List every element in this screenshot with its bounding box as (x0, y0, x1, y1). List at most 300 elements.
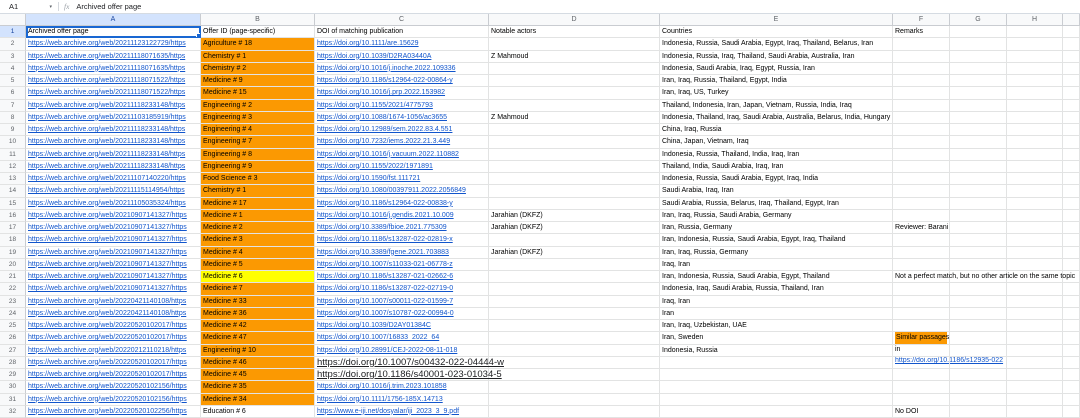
doi-link[interactable]: https://doi.org/10.1088/1674-1056/ac3655 (317, 113, 447, 121)
cell-H24[interactable] (1007, 308, 1063, 320)
cell-partial-7[interactable] (1063, 100, 1080, 112)
cell-F19[interactable] (893, 247, 950, 259)
archive-link[interactable]: https://web.archive.org/web/20211107140220/https (28, 175, 186, 182)
cell-A12[interactable] (26, 161, 201, 173)
row-header-21[interactable]: 21 (0, 271, 26, 283)
cell-F13[interactable] (893, 173, 950, 185)
cell-C17[interactable] (315, 222, 489, 234)
archive-link[interactable]: https://web.archive.org/web/20211118233148/https (28, 138, 186, 146)
cell-partial-4[interactable] (1063, 63, 1080, 75)
cell-H31[interactable] (1007, 394, 1063, 406)
row-header-13[interactable]: 13 (0, 173, 26, 185)
cell-E23[interactable]: Iraq, Iran (660, 296, 893, 308)
cell-C30[interactable] (315, 381, 489, 393)
cell-D20[interactable] (489, 259, 660, 271)
cell-G17[interactable] (950, 222, 1007, 234)
archive-link[interactable]: https://web.archive.org/web/20211103185919/https (28, 113, 186, 121)
cell-H3[interactable] (1007, 51, 1063, 63)
cell-E20[interactable]: Iraq, Iran (660, 259, 893, 271)
doi-link[interactable]: https://doi.org/10.1080/00397911.2022.2056849 (317, 187, 466, 195)
row-header-3[interactable]: 3 (0, 51, 26, 63)
cell-E5[interactable]: Iran, Iraq, Russia, Thailand, Egypt, India (660, 75, 893, 87)
column-header-A[interactable]: A (26, 14, 201, 26)
cell-F4[interactable] (893, 63, 950, 75)
row-header-9[interactable]: 9 (0, 124, 26, 136)
cell-B13[interactable]: Food Science # 3 (201, 173, 315, 185)
archive-link[interactable]: https://web.archive.org/web/20220421140108/https (28, 309, 187, 317)
archive-link[interactable]: https://web.archive.org/web/20211115114954/https (28, 187, 185, 195)
doi-link-large[interactable]: https://doi.org/10.1186/s40001-023-01034-5 (317, 369, 502, 380)
row-header-10[interactable]: 10 (0, 136, 26, 148)
cell-C21[interactable] (315, 271, 489, 283)
cell-A14[interactable] (26, 185, 201, 197)
archive-link[interactable]: https://web.archive.org/web/20220520102156/https (28, 383, 187, 391)
cell-D28[interactable] (489, 357, 660, 369)
cell-C28[interactable] (315, 356, 504, 369)
archive-link[interactable]: https://web.archive.org/web/20211118233148/https (28, 126, 186, 133)
cell-A5[interactable] (26, 75, 201, 87)
doi-link[interactable]: https://doi.org/10.1016/j.trim.2023.101858 (317, 383, 447, 391)
cell-E11[interactable]: Indonesia, Russia, Thailand, India, Iraq, Iran (660, 149, 893, 161)
cell-partial-6[interactable] (1063, 87, 1080, 99)
cell-partial-25[interactable] (1063, 320, 1080, 332)
cell-A24[interactable] (26, 308, 201, 320)
cell-partial-30[interactable] (1063, 381, 1080, 393)
cell-H29[interactable] (1007, 369, 1063, 381)
cell-E8[interactable]: Indonesia, Thailand, Iraq, Saudi Arabia, Australia, Belarus, India, Hungary (660, 112, 893, 124)
cell-F9[interactable] (893, 124, 950, 136)
row-header-5[interactable]: 5 (0, 75, 26, 87)
cell-B15[interactable]: Medicine # 17 (201, 198, 315, 210)
doi-link[interactable]: https://doi.org/10.1186/s12964-022-00838-y (317, 199, 453, 207)
row-header-17[interactable]: 17 (0, 222, 26, 234)
doi-link[interactable]: https://doi.org/10.1016/j.prp.2022.153982 (317, 89, 446, 97)
cell-F30[interactable] (893, 381, 950, 393)
cell-E21[interactable]: Iran, Indonesia, Russia, Saudi Arabia, Egypt, Thailand (660, 271, 893, 283)
cell-E31[interactable] (660, 394, 893, 406)
cell-A2[interactable] (26, 38, 201, 50)
cell-B21[interactable]: Medicine # 6 (201, 271, 315, 283)
cell-G18[interactable] (950, 234, 1007, 246)
archive-link[interactable]: https://web.archive.org/web/20211118233148/https (28, 150, 186, 158)
cell-A16[interactable] (26, 210, 201, 222)
archive-link[interactable]: https://web.archive.org/web/20220421140108/https (28, 297, 187, 305)
archive-link[interactable]: https://web.archive.org/web/20211118071635/https (28, 64, 186, 72)
cell-F20[interactable] (893, 259, 950, 271)
cell-F28[interactable] (893, 357, 1004, 369)
archive-link[interactable]: https://web.archive.org/web/20211123122729/https (28, 40, 186, 48)
cell-G24[interactable] (950, 308, 1007, 320)
cell-partial-5[interactable] (1063, 75, 1080, 87)
cell-E27[interactable]: Indonesia, Russia (660, 345, 893, 357)
cell-A8[interactable] (26, 112, 201, 124)
cell-D15[interactable] (489, 198, 660, 210)
cell-H19[interactable] (1007, 247, 1063, 259)
cell-B32[interactable]: Education # 6 (201, 406, 315, 418)
cell-F12[interactable] (893, 161, 950, 173)
cell-partial-10[interactable] (1063, 136, 1080, 148)
archive-link[interactable]: https://web.archive.org/web/20220520102017/https (28, 322, 187, 329)
cell-D16[interactable]: Jarahian (DKFZ) (489, 210, 660, 222)
column-header-D[interactable]: D (489, 14, 660, 26)
cell-D31[interactable] (489, 394, 660, 406)
doi-link[interactable]: https://doi.org/10.1039/D2AY01384C (317, 322, 431, 329)
cell-A29[interactable] (26, 369, 201, 381)
cell-B4[interactable]: Chemistry # 2 (201, 63, 315, 75)
cell-B24[interactable]: Medicine # 36 (201, 308, 315, 320)
cell-C32[interactable] (315, 406, 489, 418)
cell-partial-3[interactable] (1063, 51, 1080, 63)
row-header-6[interactable]: 6 (0, 87, 26, 99)
cell-D26[interactable] (489, 332, 660, 344)
cell-H22[interactable] (1007, 283, 1063, 295)
row-header-1[interactable]: 1 (0, 26, 26, 38)
cell-G8[interactable] (950, 112, 1007, 124)
cell-E18[interactable]: Iran, Indonesia, Russia, Saudi Arabia, Egypt, Iraq, Thailand (660, 234, 893, 246)
archive-link[interactable]: https://web.archive.org/web/20220520102017/https (28, 334, 187, 342)
cell-D14[interactable] (489, 185, 660, 197)
cell-G4[interactable] (950, 63, 1007, 75)
cell-D5[interactable] (489, 75, 660, 87)
cell-partial-17[interactable] (1063, 222, 1080, 234)
doi-link[interactable]: https://doi.org/10.3389/fbioe.2021.775309 (317, 224, 447, 231)
row-header-4[interactable]: 4 (0, 63, 26, 75)
row-header-8[interactable]: 8 (0, 112, 26, 124)
cell-B25[interactable]: Medicine # 42 (201, 320, 315, 332)
cell-B7[interactable]: Engineering # 2 (201, 100, 315, 112)
column-header-partial[interactable] (1063, 14, 1080, 26)
cell-A22[interactable] (26, 283, 201, 295)
cell-G9[interactable] (950, 124, 1007, 136)
cell-A20[interactable] (26, 259, 201, 271)
cell-G1[interactable] (950, 26, 1007, 38)
cell-H17[interactable] (1007, 222, 1063, 234)
cell-F18[interactable] (893, 234, 950, 246)
archive-link[interactable]: https://web.archive.org/web/20211118071522/https (28, 89, 186, 97)
archive-link[interactable]: https://web.archive.org/web/20210907141327/https (28, 236, 187, 244)
row-header-31[interactable]: 31 (0, 394, 26, 406)
cell-G12[interactable] (950, 161, 1007, 173)
cell-G22[interactable] (950, 283, 1007, 295)
cell-G5[interactable] (950, 75, 1007, 87)
doi-link[interactable]: https://doi.org/10.1186/s13287-021-02662-6 (317, 273, 454, 280)
cell-F21[interactable]: Not a perfect match, but no other article on the same topic (893, 271, 950, 283)
cell-D25[interactable] (489, 320, 660, 332)
cell-E32[interactable] (660, 406, 893, 418)
cell-C4[interactable] (315, 63, 489, 75)
cell-H25[interactable] (1007, 320, 1063, 332)
archive-link[interactable]: https://web.archive.org/web/20210907141327/https (28, 260, 187, 268)
cell-H18[interactable] (1007, 234, 1063, 246)
cell-B11[interactable]: Engineering # 8 (201, 149, 315, 161)
cell-G32[interactable] (950, 406, 1007, 418)
cell-F22[interactable] (893, 283, 950, 295)
cell-E30[interactable] (660, 381, 893, 393)
cell-G15[interactable] (950, 198, 1007, 210)
cell-partial-31[interactable] (1063, 394, 1080, 406)
column-header-H[interactable]: H (1007, 14, 1063, 26)
cell-F27[interactable] (893, 345, 950, 357)
cell-E24[interactable]: Iran (660, 308, 893, 320)
archive-link[interactable]: https://web.archive.org/web/20220520102017/https (28, 371, 187, 378)
cell-G11[interactable] (950, 149, 1007, 161)
cell-A32[interactable] (26, 406, 201, 418)
cell-E10[interactable]: China, Japan, Vietnam, Iraq (660, 136, 893, 148)
cell-H4[interactable] (1007, 63, 1063, 75)
cell-A17[interactable] (26, 222, 201, 234)
cell-F3[interactable] (893, 51, 950, 63)
cell-A3[interactable] (26, 51, 201, 63)
cell-H27[interactable] (1007, 345, 1063, 357)
cell-A27[interactable] (26, 345, 201, 357)
cell-C7[interactable] (315, 100, 489, 112)
cell-D21[interactable] (489, 271, 660, 283)
cell-H1[interactable] (1007, 26, 1063, 38)
cell-partial-19[interactable] (1063, 247, 1080, 259)
cell-E4[interactable]: Indonesia, Saudi Arabia, Iraq, Egypt, Russia, Iran (660, 63, 893, 75)
cell-A9[interactable] (26, 124, 201, 136)
cell-G29[interactable] (950, 369, 1007, 381)
cell-A31[interactable] (26, 394, 201, 406)
cell-H13[interactable] (1007, 173, 1063, 185)
column-header-B[interactable]: B (201, 14, 315, 26)
cell-C2[interactable] (315, 38, 489, 50)
doi-link[interactable]: https://doi.org/10.1111/are.15629 (317, 40, 419, 48)
cell-C24[interactable] (315, 308, 489, 320)
cell-G26[interactable] (950, 332, 1007, 344)
cell-A13[interactable] (26, 173, 201, 185)
cell-D32[interactable] (489, 406, 660, 418)
cell-H20[interactable] (1007, 259, 1063, 271)
cell-B26[interactable]: Medicine # 47 (201, 332, 315, 344)
cell-B14[interactable]: Chemistry # 1 (201, 185, 315, 197)
cell-partial-18[interactable] (1063, 234, 1080, 246)
doi-link[interactable]: https://doi.org/10.1155/2022/1971891 (317, 162, 433, 170)
cell-F26[interactable]: Similar passages in https://doi.org/10.1186/s12935-022 (893, 332, 950, 344)
cell-F25[interactable] (893, 320, 950, 332)
doi-link[interactable]: https://doi.org/10.7232/iems.2022.21.3.449 (317, 138, 451, 146)
cell-B30[interactable]: Medicine # 35 (201, 381, 315, 393)
cell-partial-14[interactable] (1063, 185, 1080, 197)
cell-F2[interactable] (893, 38, 950, 50)
cell-G7[interactable] (950, 100, 1007, 112)
cell-partial-12[interactable] (1063, 161, 1080, 173)
row-header-23[interactable]: 23 (0, 296, 26, 308)
cell-E14[interactable]: Saudi Arabia, Iraq, Iran (660, 185, 893, 197)
cell-F5[interactable] (893, 75, 950, 87)
row-header-26[interactable]: 26 (0, 332, 26, 344)
cell-C14[interactable] (315, 185, 489, 197)
cell-D2[interactable] (489, 38, 660, 50)
cell-A30[interactable] (26, 381, 201, 393)
doi-link[interactable]: https://doi.org/10.1016/j.gendis.2021.10.009 (317, 211, 454, 219)
cell-F6[interactable] (893, 87, 950, 99)
cell-C1[interactable]: DOI of matching publication (315, 26, 489, 38)
cell-partial-24[interactable] (1063, 308, 1080, 320)
cell-A10[interactable] (26, 136, 201, 148)
cell-F16[interactable] (893, 210, 950, 222)
doi-link[interactable]: https://doi.org/10.1186/s13287-022-02719-0 (317, 285, 454, 293)
cell-D7[interactable] (489, 100, 660, 112)
cell-H2[interactable] (1007, 38, 1063, 50)
cell-F7[interactable] (893, 100, 950, 112)
cell-C19[interactable] (315, 247, 489, 259)
row-header-11[interactable]: 11 (0, 149, 26, 161)
row-header-29[interactable]: 29 (0, 369, 26, 381)
doi-link[interactable]: https://doi.org/10.1016/j.inoche.2022.109336 (317, 64, 456, 72)
doi-link[interactable]: https://doi.org/10.1007/16833_2022_64 (317, 334, 440, 342)
cell-G16[interactable] (950, 210, 1007, 222)
row-header-25[interactable]: 25 (0, 320, 26, 332)
cell-G3[interactable] (950, 51, 1007, 63)
cell-partial-20[interactable] (1063, 259, 1080, 271)
doi-link[interactable]: https://doi.org/10.1155/2021/4775793 (317, 101, 433, 109)
cell-F10[interactable] (893, 136, 950, 148)
cell-C23[interactable] (315, 296, 489, 308)
cell-D6[interactable] (489, 87, 660, 99)
cell-H10[interactable] (1007, 136, 1063, 148)
cell-partial-11[interactable] (1063, 149, 1080, 161)
archive-link[interactable]: https://web.archive.org/web/20210907141327/https (28, 211, 187, 219)
cell-partial-16[interactable] (1063, 210, 1080, 222)
cell-C27[interactable] (315, 345, 489, 357)
cell-C15[interactable] (315, 198, 489, 210)
archive-link[interactable]: https://web.archive.org/web/20220212110218/https (28, 346, 187, 354)
cell-F29[interactable] (893, 369, 950, 381)
cell-G20[interactable] (950, 259, 1007, 271)
cell-C13[interactable] (315, 173, 489, 185)
cell-G31[interactable] (950, 394, 1007, 406)
cell-B9[interactable]: Engineering # 4 (201, 124, 315, 136)
cell-A4[interactable] (26, 63, 201, 75)
column-header-E[interactable]: E (660, 14, 893, 26)
archive-link[interactable]: https://web.archive.org/web/20210907141327/https (28, 248, 187, 256)
cell-B12[interactable]: Engineering # 9 (201, 161, 315, 173)
cell-B28[interactable]: Medicine # 46 (201, 357, 315, 369)
cell-G25[interactable] (950, 320, 1007, 332)
doi-link[interactable]: https://doi.org/10.12989/sem.2022.83.4.551 (317, 126, 453, 133)
doi-link[interactable]: https://doi.org/10.28991/CEJ-2022-08-11-018 (317, 346, 458, 354)
cell-F31[interactable] (893, 394, 950, 406)
cell-D12[interactable] (489, 161, 660, 173)
cell-A6[interactable] (26, 87, 201, 99)
cell-A15[interactable] (26, 198, 201, 210)
cell-G19[interactable] (950, 247, 1007, 259)
cell-H16[interactable] (1007, 210, 1063, 222)
cell-C31[interactable] (315, 394, 489, 406)
cell-B10[interactable]: Engineering # 7 (201, 136, 315, 148)
cell-B18[interactable]: Medicine # 3 (201, 234, 315, 246)
cell-D3[interactable]: Z Mahmoud (489, 51, 660, 63)
cell-D8[interactable]: Z Mahmoud (489, 112, 660, 124)
archive-link[interactable]: https://web.archive.org/web/20211118071522/https (28, 77, 186, 84)
cell-D22[interactable] (489, 283, 660, 295)
cell-H15[interactable] (1007, 198, 1063, 210)
cell-G2[interactable] (950, 38, 1007, 50)
row-header-7[interactable]: 7 (0, 100, 26, 112)
doi-link-large[interactable]: https://doi.org/10.1007/s00432-022-04444-w (317, 356, 504, 368)
cell-C26[interactable] (315, 332, 489, 344)
row-header-20[interactable]: 20 (0, 259, 26, 271)
archive-link[interactable]: https://web.archive.org/web/20220520102256/https (28, 407, 187, 415)
cell-H14[interactable] (1007, 185, 1063, 197)
doi-link[interactable]: https://doi.org/10.3389/fgene.2021.703883 (317, 248, 449, 256)
cell-H30[interactable] (1007, 381, 1063, 393)
column-header-F[interactable]: F (893, 14, 950, 26)
row-header-16[interactable]: 16 (0, 210, 26, 222)
cell-B16[interactable]: Medicine # 1 (201, 210, 315, 222)
cell-D4[interactable] (489, 63, 660, 75)
cell-E15[interactable]: Saudi Arabia, Russia, Belarus, Iraq, Thailand, Egypt, Iran (660, 198, 893, 210)
cell-F1[interactable]: Remarks (893, 26, 950, 38)
row-header-24[interactable]: 24 (0, 308, 26, 320)
cell-C10[interactable] (315, 136, 489, 148)
cell-C18[interactable] (315, 234, 489, 246)
cell-E22[interactable]: Indonesia, Iraq, Saudi Arabia, Russia, Thailand, Iran (660, 283, 893, 295)
cell-H26[interactable] (1007, 332, 1063, 344)
cell-H23[interactable] (1007, 296, 1063, 308)
row-header-30[interactable]: 30 (0, 381, 26, 393)
cell-B2[interactable]: Agriculture # 18 (201, 38, 315, 50)
cell-C20[interactable] (315, 259, 489, 271)
cell-H28[interactable] (1007, 357, 1063, 369)
cell-G23[interactable] (950, 296, 1007, 308)
cell-E28[interactable] (660, 357, 893, 369)
cell-E6[interactable]: Iran, Iraq, US, Turkey (660, 87, 893, 99)
archive-link[interactable]: https://web.archive.org/web/20211118233148/https (28, 101, 186, 109)
archive-link[interactable]: https://web.archive.org/web/20210907141327/https (28, 285, 187, 293)
cell-C9[interactable] (315, 124, 489, 136)
cell-B19[interactable]: Medicine # 4 (201, 247, 315, 259)
cell-E29[interactable] (660, 369, 893, 381)
cell-A25[interactable] (26, 320, 201, 332)
cell-E3[interactable]: Indonesia, Russia, Iraq, Thailand, Saudi Arabia, Australia, Iran (660, 51, 893, 63)
cell-E2[interactable]: Indonesia, Russia, Saudi Arabia, Egypt, Iraq, Thailand, Belarus, Iran (660, 38, 893, 50)
cell-B22[interactable]: Medicine # 7 (201, 283, 315, 295)
cell-C8[interactable] (315, 112, 489, 124)
cell-D30[interactable] (489, 381, 660, 393)
doi-link[interactable]: https://doi.org/10.1007/s10787-022-00994-0 (317, 309, 454, 317)
cell-B29[interactable]: Medicine # 45 (201, 369, 315, 381)
remark-doi-link[interactable]: https://doi.org/10.1186/s12935-022 (895, 357, 1004, 365)
archive-link[interactable]: https://web.archive.org/web/20211105035324/https (28, 199, 186, 207)
cell-C22[interactable] (315, 283, 489, 295)
cell-B23[interactable]: Medicine # 33 (201, 296, 315, 308)
cell-G10[interactable] (950, 136, 1007, 148)
cell-F11[interactable] (893, 149, 950, 161)
cell-D29[interactable] (489, 369, 660, 381)
doi-link[interactable]: https://doi.org/10.1039/D2RA03440A (317, 52, 432, 60)
cell-partial-8[interactable] (1063, 112, 1080, 124)
cell-D11[interactable] (489, 149, 660, 161)
cell-E17[interactable]: Iran, Russia, Germany (660, 222, 893, 234)
archive-link[interactable]: https://web.archive.org/web/20220520102017/https (28, 358, 187, 366)
cell-B17[interactable]: Medicine # 2 (201, 222, 315, 234)
cell-partial-23[interactable] (1063, 296, 1080, 308)
cell-C11[interactable] (315, 149, 489, 161)
doi-link[interactable]: https://doi.org/10.1007/s00011-022-01599-7 (317, 297, 454, 305)
doi-link[interactable]: https://doi.org/10.1186/s12964-022-00864-y (317, 77, 453, 84)
column-header-G[interactable]: G (950, 14, 1007, 26)
cell-A26[interactable] (26, 332, 201, 344)
cell-A18[interactable] (26, 234, 201, 246)
cell-B1[interactable]: Offer ID (page-specific) (201, 26, 315, 38)
cell-H11[interactable] (1007, 149, 1063, 161)
cell-H12[interactable] (1007, 161, 1063, 173)
cell-E13[interactable]: Indonesia, Russia, Saudi Arabia, Egypt, Iraq, India (660, 173, 893, 185)
cell-A23[interactable] (26, 296, 201, 308)
doi-link[interactable]: https://doi.org/10.1016/j.vacuum.2022.110882 (317, 150, 459, 158)
